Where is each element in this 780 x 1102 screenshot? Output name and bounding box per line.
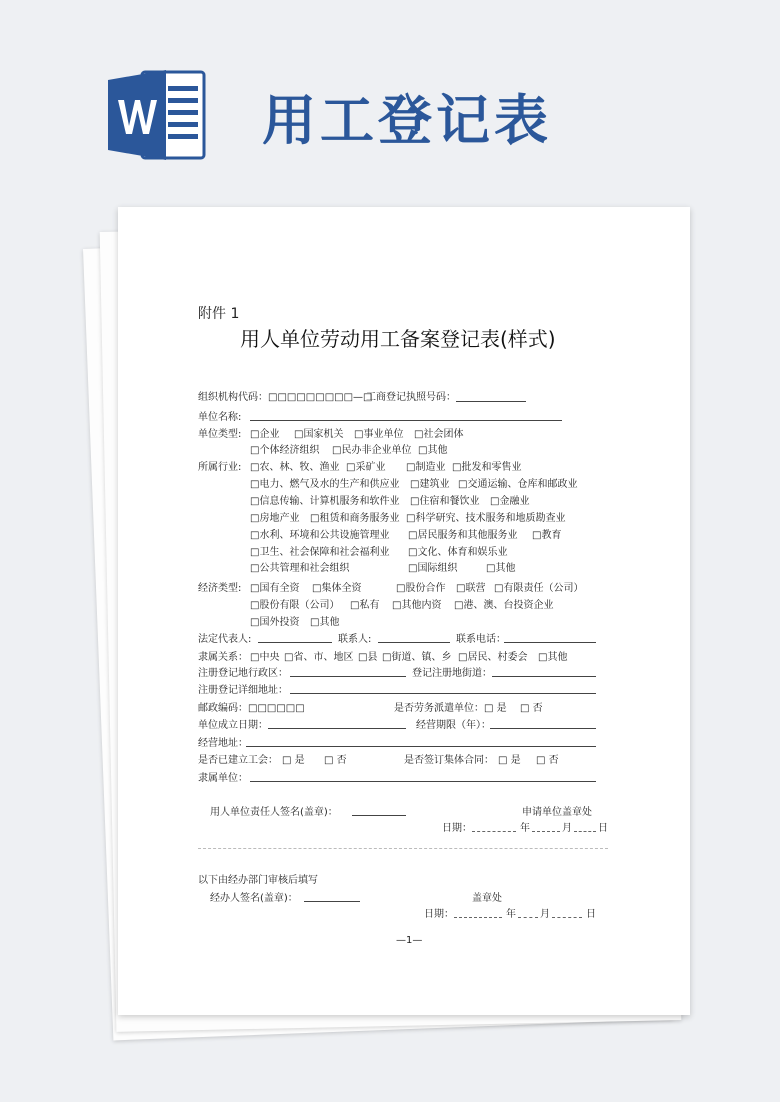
phone-label: 联系电话：	[456, 634, 506, 645]
signer-label: 用人单位责任人签名(盖章)：	[210, 807, 338, 818]
day-field[interactable]	[574, 831, 596, 832]
year-label: 年	[520, 823, 530, 834]
phone-field[interactable]	[504, 642, 596, 643]
year-field[interactable]	[454, 917, 502, 918]
biz-license-field[interactable]	[456, 401, 526, 402]
unit-type-label: 单位类型:	[198, 429, 242, 440]
reg-address-field[interactable]	[290, 693, 596, 694]
checkbox-option[interactable]: □采矿业	[346, 462, 386, 473]
checkbox-option[interactable]: □私有	[350, 600, 380, 611]
parent-unit-field[interactable]	[250, 781, 596, 782]
reg-district-field[interactable]	[290, 676, 406, 677]
checkbox-option[interactable]: □金融业	[490, 496, 530, 507]
contact-field[interactable]	[378, 642, 450, 643]
checkbox-option[interactable]: □社会团体	[414, 429, 464, 440]
affiliation-label: 隶属关系：	[198, 652, 248, 663]
checkbox-option[interactable]: □国际组织	[408, 563, 458, 574]
year-field[interactable]	[472, 831, 516, 832]
org-code-label: 组织机构代码：□□□□□□□□□—□	[198, 392, 373, 403]
month-label: 月	[540, 909, 550, 920]
checkbox-option[interactable]: □农、林、牧、渔业	[250, 462, 340, 473]
dept-note: 以下由经办部门审核后填写	[198, 875, 318, 886]
checkbox-option[interactable]: □电力、燃气及水的生产和供应业	[250, 479, 400, 490]
checkbox-option[interactable]: □省、市、地区	[284, 652, 354, 663]
legal-rep-field[interactable]	[258, 642, 332, 643]
biz-license-label: 工商登记执照号码：	[366, 392, 456, 403]
biz-address-label: 经营地址：	[198, 738, 248, 749]
handler-label: 经办人签名(盖章)：	[210, 893, 298, 904]
checkbox-option[interactable]: □联营	[456, 583, 486, 594]
reg-district-label: 注册登记地行政区：	[198, 668, 288, 679]
date-label: 日期：	[442, 823, 472, 834]
seal-place-label: 申请单位盖章处	[522, 807, 592, 818]
checkbox-option[interactable]: □其他	[486, 563, 516, 574]
parent-unit-label: 隶属单位：	[198, 773, 248, 784]
checkbox-option[interactable]: □房地产业	[250, 513, 300, 524]
month-label: 月	[562, 823, 572, 834]
biz-address-field[interactable]	[246, 746, 596, 747]
page-title: 用工登记表	[262, 88, 552, 152]
founded-label: 单位成立日期：	[198, 720, 268, 731]
checkbox-option[interactable]: □其他	[418, 445, 448, 456]
unit-name-field[interactable]	[250, 420, 562, 421]
checkbox-option[interactable]: □租赁和商务服务业	[310, 513, 400, 524]
union-no[interactable]: □ 否	[324, 755, 347, 766]
page-number: —1—	[396, 935, 423, 946]
month-field[interactable]	[518, 917, 538, 918]
stamp-label: 盖章处	[472, 893, 502, 904]
word-icon	[108, 68, 208, 162]
checkbox-option[interactable]: □集体全资	[312, 583, 362, 594]
checkbox-option[interactable]: □居民服务和其他服务业	[408, 530, 518, 541]
checkbox-option[interactable]: □建筑业	[410, 479, 450, 490]
attachment-label: 附件 1	[198, 306, 240, 322]
checkbox-option[interactable]: □居民、村委会	[458, 652, 528, 663]
date-label: 日期：	[424, 909, 454, 920]
checkbox-option[interactable]: □国有全资	[250, 583, 300, 594]
checkbox-option[interactable]: □科学研究、技术服务和地质勘查业	[406, 513, 566, 524]
checkbox-option[interactable]: □中央	[250, 652, 280, 663]
checkbox-option[interactable]: □港、澳、台投资企业	[454, 600, 554, 611]
union-question: 是否已建立工会：	[198, 755, 278, 766]
checkbox-option[interactable]: □县	[358, 652, 378, 663]
day-label: 日	[598, 823, 608, 834]
checkbox-option[interactable]: □民办非企业单位	[332, 445, 412, 456]
reg-address-label: 注册登记详细地址：	[198, 685, 288, 696]
checkbox-option[interactable]: □有限责任（公司）	[494, 583, 584, 594]
checkbox-option[interactable]: □公共管理和社会组织	[250, 563, 350, 574]
document-page	[118, 207, 690, 1015]
econ-type-label: 经济类型:	[198, 583, 242, 594]
checkbox-option[interactable]: □国外投资	[250, 617, 300, 628]
checkbox-option[interactable]: □国家机关	[294, 429, 344, 440]
unit-name-label: 单位名称:	[198, 412, 242, 423]
checkbox-option[interactable]: □企业	[250, 429, 280, 440]
day-field[interactable]	[552, 917, 582, 918]
form-title: 用人单位劳动用工备案登记表(样式)	[240, 327, 556, 351]
reg-street-field[interactable]	[492, 676, 596, 677]
checkbox-option[interactable]: □股份合作	[396, 583, 446, 594]
dispatch-no[interactable]: □ 否	[520, 703, 543, 714]
checkbox-option[interactable]: □文化、体育和娱乐业	[408, 547, 508, 558]
checkbox-option[interactable]: □其他	[310, 617, 340, 628]
handler-field[interactable]	[304, 901, 360, 902]
collective-yes[interactable]: □ 是	[498, 755, 521, 766]
day-label: 日	[586, 909, 596, 920]
signer-field[interactable]	[352, 815, 406, 816]
checkbox-option[interactable]: □住宿和餐饮业	[410, 496, 480, 507]
reg-street-label: 登记注册地街道：	[412, 668, 492, 679]
checkbox-option[interactable]: □批发和零售业	[452, 462, 522, 473]
checkbox-option[interactable]: □制造业	[406, 462, 446, 473]
postcode-label: 邮政编码：□□□□□□	[198, 703, 305, 714]
checkbox-option[interactable]: □其他内资	[392, 600, 442, 611]
collective-no[interactable]: □ 否	[536, 755, 559, 766]
checkbox-option[interactable]: □水利、环境和公共设施管理业	[250, 530, 390, 541]
union-yes[interactable]: □ 是	[282, 755, 305, 766]
legal-rep-label: 法定代表人:	[198, 634, 252, 645]
industry-label: 所属行业:	[198, 462, 242, 473]
checkbox-option[interactable]: □其他	[538, 652, 568, 663]
checkbox-option[interactable]: □股份有限（公司）	[250, 600, 340, 611]
checkbox-option[interactable]: □交通运输、仓库和邮政业	[458, 479, 578, 490]
founded-field[interactable]	[268, 728, 406, 729]
year-label: 年	[506, 909, 516, 920]
term-label: 经营期限（年）：	[416, 720, 491, 731]
checkbox-option[interactable]: □街道、镇、乡	[382, 652, 452, 663]
checkbox-option[interactable]: □卫生、社会保障和社会福利业	[250, 547, 390, 558]
divider	[198, 848, 608, 849]
header	[0, 0, 780, 190]
checkbox-option[interactable]: □个体经济组织	[250, 445, 320, 456]
checkbox-option[interactable]: □信息传输、计算机服务和软件业	[250, 496, 400, 507]
checkbox-option[interactable]: □教育	[532, 530, 562, 541]
contact-label: 联系人:	[338, 634, 372, 645]
month-field[interactable]	[532, 831, 560, 832]
collective-question: 是否签订集体合同：	[404, 755, 494, 766]
term-field[interactable]	[490, 728, 596, 729]
checkbox-option[interactable]: □事业单位	[354, 429, 404, 440]
dispatch-yes[interactable]: □ 是	[484, 703, 507, 714]
dispatch-question: 是否劳务派遣单位：	[394, 703, 484, 714]
